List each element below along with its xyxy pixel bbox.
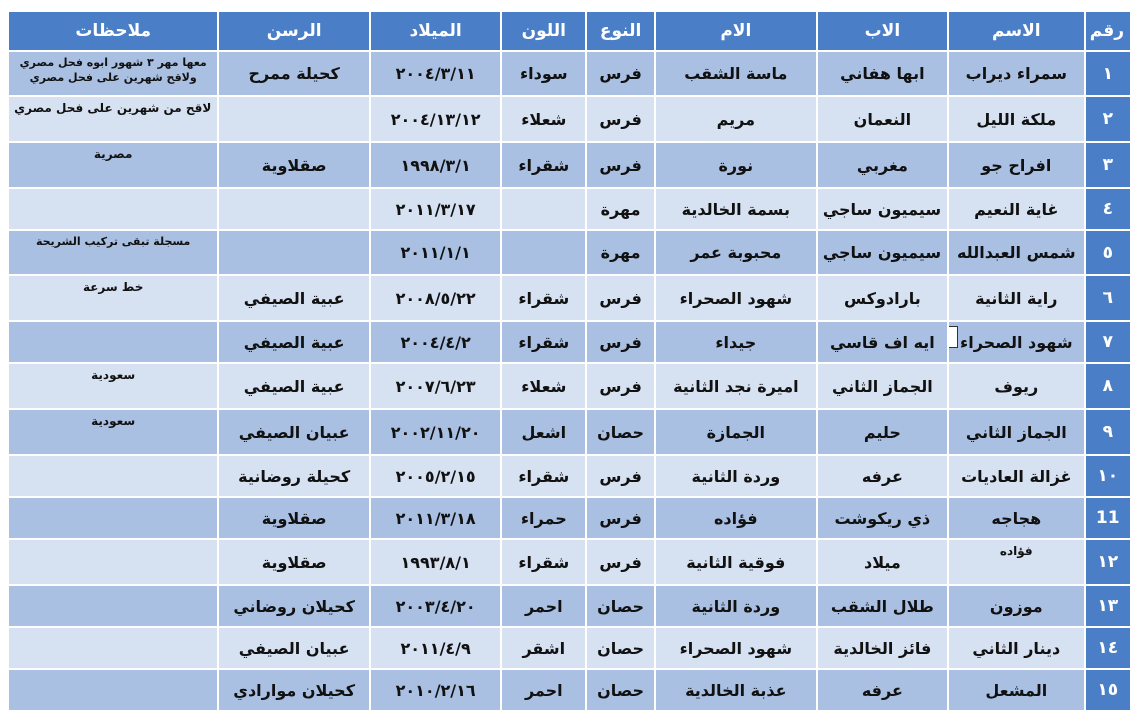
- cell-name: غاية النعيم: [949, 189, 1083, 229]
- cell-color: شقراء: [502, 540, 585, 584]
- cell-birth: ٢٠٠٢/١١/٢٠: [371, 410, 500, 454]
- cell-mother: محبوبة عمر: [656, 231, 816, 274]
- cell-selection-marker: [949, 326, 958, 348]
- cell-father: عرفه: [818, 456, 947, 496]
- cell-strain: كحيلة ممرح: [219, 52, 369, 95]
- cell-notes: معها مهر ٣ شهور ابوه فحل مصري ولاقح شهرين على فحل مصري: [9, 52, 217, 95]
- header-num: رقم: [1086, 12, 1130, 50]
- cell-strain: كحيلة روضانية: [219, 456, 369, 496]
- table-row: [9, 670, 1130, 710]
- cell-father: بارادوكس: [818, 276, 947, 320]
- cell-strain: صقلاوية: [219, 540, 369, 584]
- cell-notes: [9, 498, 217, 538]
- cell-color: اشقر: [502, 628, 585, 668]
- table-row: [9, 628, 1130, 668]
- cell-birth: ٢٠٠٤/١٣/١٢: [371, 97, 500, 141]
- cell-father: الجماز الثاني: [818, 364, 947, 408]
- cell-num: 11: [1086, 498, 1130, 538]
- cell-num: ١: [1086, 52, 1130, 95]
- table-row: [9, 322, 1130, 362]
- cell-num: ١٢: [1086, 540, 1130, 584]
- cell-type: فرس: [587, 364, 654, 408]
- cell-father: ايه اف قاسي: [818, 322, 947, 362]
- cell-color: احمر: [502, 670, 585, 710]
- cell-mother: بسمة الخالدية: [656, 189, 816, 229]
- cell-father: النعمان: [818, 97, 947, 141]
- cell-type: فرس: [587, 456, 654, 496]
- cell-name: افراح جو: [949, 143, 1083, 187]
- table-row: [9, 97, 1130, 141]
- cell-mother: شهود الصحراء: [656, 628, 816, 668]
- cell-mother: وردة الثانية: [656, 456, 816, 496]
- cell-strain: صقلاوية: [219, 143, 369, 187]
- cell-birth: ٢٠١١/١/١: [371, 231, 500, 274]
- cell-strain: كحيلان موارادي: [219, 670, 369, 710]
- cell-birth: ٢٠٠٥/٢/١٥: [371, 456, 500, 496]
- cell-father: ابها هفاني: [818, 52, 947, 95]
- cell-birth: ١٩٩٨/٣/١: [371, 143, 500, 187]
- cell-type: مهرة: [587, 231, 654, 274]
- table-row: [9, 540, 1130, 584]
- cell-num: ٤: [1086, 189, 1130, 229]
- cell-father: طلال الشقب: [818, 586, 947, 626]
- header-row: [9, 12, 1130, 50]
- cell-mother: الجمازة: [656, 410, 816, 454]
- table-row: [9, 364, 1130, 408]
- cell-strain: [219, 97, 369, 141]
- table-row: [9, 276, 1130, 320]
- cell-mother: ماسة الشقب: [656, 52, 816, 95]
- cell-notes: خط سرعة: [9, 276, 217, 320]
- cell-strain: صقلاوية: [219, 498, 369, 538]
- cell-birth: ٢٠١١/٣/١٨: [371, 498, 500, 538]
- cell-strain: عبيان الصيفي: [219, 410, 369, 454]
- cell-name: الجماز الثاني: [949, 410, 1083, 454]
- horses-table: [7, 10, 1132, 712]
- cell-type: فرس: [587, 276, 654, 320]
- cell-birth: ٢٠٠٤/٤/٢: [371, 322, 500, 362]
- cell-type: فرس: [587, 143, 654, 187]
- cell-type: حصان: [587, 628, 654, 668]
- header-name: الاسم: [949, 12, 1083, 50]
- cell-birth: ٢٠٠٤/٣/١١: [371, 52, 500, 95]
- cell-strain: كحيلان روضاني: [219, 586, 369, 626]
- cell-num: ١٣: [1086, 586, 1130, 626]
- cell-father: سيميون ساجي: [818, 189, 947, 229]
- cell-type: حصان: [587, 670, 654, 710]
- cell-name: دينار الثاني: [949, 628, 1083, 668]
- cell-notes: [9, 456, 217, 496]
- cell-num: ١٠: [1086, 456, 1130, 496]
- cell-notes: لاقح من شهرين على فحل مصري: [9, 97, 217, 141]
- cell-mother: مريم: [656, 97, 816, 141]
- cell-birth: ٢٠١١/٣/١٧: [371, 189, 500, 229]
- cell-type: حصان: [587, 410, 654, 454]
- cell-father: فائز الخالدية: [818, 628, 947, 668]
- cell-num: ١٥: [1086, 670, 1130, 710]
- cell-mother: فوقية الثانية: [656, 540, 816, 584]
- cell-color: سوداء: [502, 52, 585, 95]
- cell-birth: ٢٠٠٣/٤/٢٠: [371, 586, 500, 626]
- cell-father: ميلاد: [818, 540, 947, 584]
- cell-color: احمر: [502, 586, 585, 626]
- cell-notes: مسجلة تبقى تركيب الشريحة: [9, 231, 217, 274]
- cell-type: مهرة: [587, 189, 654, 229]
- cell-color: شقراء: [502, 143, 585, 187]
- cell-name: ريوف: [949, 364, 1083, 408]
- cell-num: ٦: [1086, 276, 1130, 320]
- cell-notes: مصرية: [9, 143, 217, 187]
- cell-color: شقراء: [502, 276, 585, 320]
- cell-notes: سعودية: [9, 364, 217, 408]
- table-row: [9, 189, 1130, 229]
- cell-notes: [9, 586, 217, 626]
- cell-name: المشعل: [949, 670, 1083, 710]
- cell-mother: اميرة نجد الثانية: [656, 364, 816, 408]
- cell-strain: عبيان الصيفي: [219, 628, 369, 668]
- cell-notes: [9, 189, 217, 229]
- cell-notes: [9, 670, 217, 710]
- cell-name: [949, 322, 1083, 362]
- cell-color: شعلاء: [502, 364, 585, 408]
- cell-name: فؤاده: [949, 540, 1083, 584]
- cell-num: ٧: [1086, 322, 1130, 362]
- cell-type: فرس: [587, 97, 654, 141]
- cell-type: حصان: [587, 586, 654, 626]
- cell-mother: فؤاده: [656, 498, 816, 538]
- cell-strain: عبية الصيفي: [219, 364, 369, 408]
- cell-strain: [219, 231, 369, 274]
- cell-mother: جيداء: [656, 322, 816, 362]
- cell-name: موزون: [949, 586, 1083, 626]
- cell-notes: [9, 540, 217, 584]
- cell-color: حمراء: [502, 498, 585, 538]
- cell-name: غزالة العاديات: [949, 456, 1083, 496]
- cell-num: ٣: [1086, 143, 1130, 187]
- cell-type: فرس: [587, 52, 654, 95]
- table-row: [9, 498, 1130, 538]
- cell-father: سيميون ساجي: [818, 231, 947, 274]
- cell-birth: ٢٠٠٨/٥/٢٢: [371, 276, 500, 320]
- cell-notes: [9, 322, 217, 362]
- cell-birth: ٢٠٠٧/٦/٢٣: [371, 364, 500, 408]
- header-notes: ملاحظات: [9, 12, 217, 50]
- cell-strain: عبية الصيفي: [219, 276, 369, 320]
- cell-name: راية الثانية: [949, 276, 1083, 320]
- cell-name: هجاجه: [949, 498, 1083, 538]
- cell-name: شمس العبدالله: [949, 231, 1083, 274]
- table-row: [9, 143, 1130, 187]
- table-row: [9, 456, 1130, 496]
- table-row: [9, 410, 1130, 454]
- header-birth: الميلاد: [371, 12, 500, 50]
- cell-num: ٢: [1086, 97, 1130, 141]
- cell-father: حليم: [818, 410, 947, 454]
- cell-birth: ١٩٩٣/٨/١: [371, 540, 500, 584]
- table-row: [9, 586, 1130, 626]
- cell-notes: [9, 628, 217, 668]
- cell-num: ٨: [1086, 364, 1130, 408]
- cell-num: ٥: [1086, 231, 1130, 274]
- header-color: اللون: [502, 12, 585, 50]
- header-father: الاب: [818, 12, 947, 50]
- cell-color: شقراء: [502, 322, 585, 362]
- cell-mother: عذبة الخالدية: [656, 670, 816, 710]
- table-row: [9, 231, 1130, 274]
- cell-birth: ٢٠١٠/٢/١٦: [371, 670, 500, 710]
- cell-mother: نورة: [656, 143, 816, 187]
- cell-num: ٩: [1086, 410, 1130, 454]
- header-mother: الام: [656, 12, 816, 50]
- cell-type: فرس: [587, 322, 654, 362]
- table-body: [9, 52, 1130, 710]
- header-strain: الرسن: [219, 12, 369, 50]
- cell-father: عرفه: [818, 670, 947, 710]
- header-type: النوع: [587, 12, 654, 50]
- cell-father: مغربي: [818, 143, 947, 187]
- cell-father: ذي ريكوشت: [818, 498, 947, 538]
- cell-color: اشعل: [502, 410, 585, 454]
- cell-name-text: شهود الصحراء: [960, 332, 1073, 352]
- cell-name: ملكة الليل: [949, 97, 1083, 141]
- cell-name: سمراء ديراب: [949, 52, 1083, 95]
- cell-mother: شهود الصحراء: [656, 276, 816, 320]
- cell-color: [502, 231, 585, 274]
- cell-notes: سعودية: [9, 410, 217, 454]
- cell-birth: ٢٠١١/٤/٩: [371, 628, 500, 668]
- cell-color: شعلاء: [502, 97, 585, 141]
- cell-color: [502, 189, 585, 229]
- cell-color: شقراء: [502, 456, 585, 496]
- cell-strain: عبية الصيفي: [219, 322, 369, 362]
- cell-strain: [219, 189, 369, 229]
- cell-mother: وردة الثانية: [656, 586, 816, 626]
- cell-type: فرس: [587, 540, 654, 584]
- table-row: [9, 52, 1130, 95]
- cell-type: فرس: [587, 498, 654, 538]
- cell-num: ١٤: [1086, 628, 1130, 668]
